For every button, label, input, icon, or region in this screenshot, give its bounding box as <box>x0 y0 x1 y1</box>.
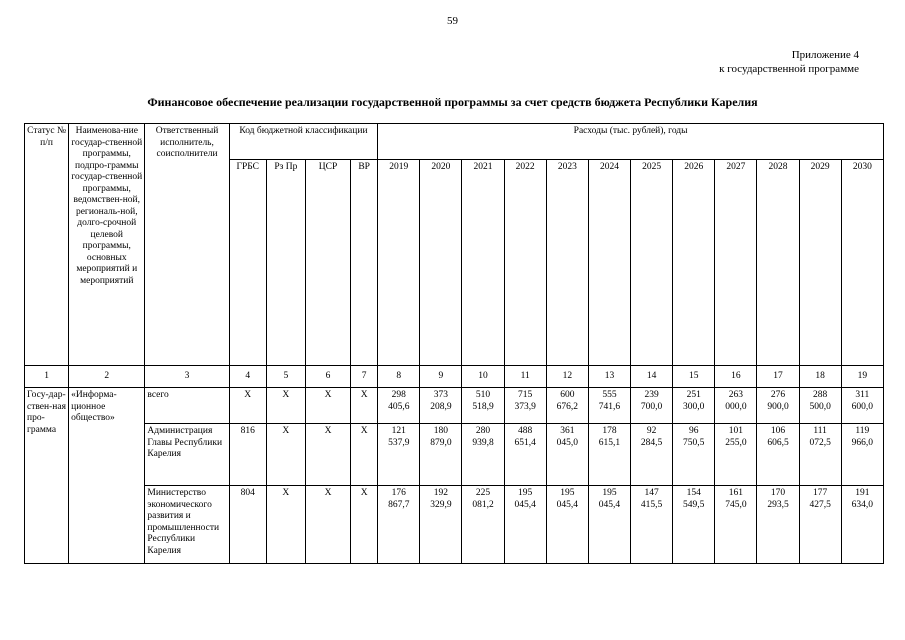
expense-value-remainder: 879,0 <box>430 437 452 448</box>
expense-value <box>546 388 588 424</box>
expense-value <box>588 424 630 486</box>
expense-value-thousands: 510 <box>475 390 491 400</box>
expense-value <box>715 486 757 564</box>
expense-value-thousands: 106 <box>770 426 786 436</box>
expense-value-thousands: 288 <box>813 390 828 400</box>
header-year: 2019 <box>378 160 420 366</box>
expense-value <box>588 388 630 424</box>
column-number: 19 <box>841 366 883 388</box>
expense-value <box>673 388 715 424</box>
executor-cell: Министерство экономического развития и промышленности Республики Карелия <box>145 486 229 564</box>
column-number: 18 <box>799 366 841 388</box>
header-year: 2027 <box>715 160 757 366</box>
expense-value <box>462 424 504 486</box>
expense-value-remainder: 427,5 <box>809 499 831 510</box>
vr-cell: X <box>351 388 378 424</box>
executor-cell: Администрация Главы Республики Карелия <box>145 424 229 486</box>
expense-value <box>799 486 841 564</box>
expense-value-remainder: 045,4 <box>598 499 621 510</box>
expense-value-remainder: 651,4 <box>514 437 536 448</box>
column-number: 7 <box>351 366 378 388</box>
expense-value-remainder: 415,5 <box>640 499 663 510</box>
expense-value-remainder: 939,8 <box>472 437 494 448</box>
header-vr: ВР <box>351 160 378 366</box>
header-csr: ЦСР <box>305 160 350 366</box>
expense-value-thousands: 192 <box>433 488 449 498</box>
header-executor: Ответственный исполнитель, соисполнители <box>145 124 229 366</box>
expense-value-remainder: 741,6 <box>598 401 621 412</box>
column-number: 6 <box>305 366 350 388</box>
expense-value-remainder: 045,4 <box>556 499 578 510</box>
header-program-name: Наименова-ние государ-ственной программы, подпро-граммы государ-ственной программы, ведомствен-ной, региональ-ной, долго-срочной целевой программы, основных мероприятий и мероприятий <box>69 124 145 366</box>
header-year: 2030 <box>841 160 883 366</box>
header-year: 2023 <box>546 160 588 366</box>
expense-value <box>841 388 883 424</box>
expense-value <box>588 486 630 564</box>
header-expenses: Расходы (тыс. рублей), годы <box>378 124 884 160</box>
expense-value-thousands: 111 <box>813 426 827 436</box>
table-row <box>25 486 884 564</box>
expense-value-thousands: 161 <box>728 488 743 498</box>
expense-value <box>420 388 462 424</box>
grbs-cell: 816 <box>229 424 266 486</box>
column-number: 16 <box>715 366 757 388</box>
column-number: 11 <box>504 366 546 388</box>
appendix-line-1: Приложение 4 <box>791 49 859 61</box>
expense-value <box>673 424 715 486</box>
header-year: 2028 <box>757 160 799 366</box>
column-number: 5 <box>266 366 305 388</box>
expense-value <box>631 388 673 424</box>
expense-value-thousands: 96 <box>688 426 699 436</box>
expense-value-thousands: 361 <box>560 426 575 436</box>
header-year: 2029 <box>799 160 841 366</box>
header-rzpr: Рз Пр <box>266 160 305 366</box>
page-number: 59 <box>447 15 458 27</box>
column-number: 12 <box>546 366 588 388</box>
vr-cell: X <box>351 486 378 564</box>
expense-value <box>504 388 546 424</box>
expense-value-thousands: 154 <box>686 488 701 498</box>
csr-cell: X <box>305 424 350 486</box>
expense-value-remainder: 900,0 <box>767 401 789 412</box>
expense-value <box>841 424 883 486</box>
expense-value <box>546 424 588 486</box>
grbs-cell: X <box>229 388 266 424</box>
expense-value <box>378 486 420 564</box>
expense-value-remainder: 549,5 <box>683 499 705 510</box>
column-number: 14 <box>631 366 673 388</box>
expense-value <box>378 424 420 486</box>
expense-value-remainder: 676,2 <box>556 401 578 412</box>
expense-value-remainder: 615,1 <box>598 437 621 448</box>
expense-value-thousands: 195 <box>518 488 533 498</box>
expense-value <box>420 486 462 564</box>
expense-value <box>462 388 504 424</box>
expense-value <box>546 486 588 564</box>
expense-value-thousands: 488 <box>518 426 533 436</box>
header-year: 2021 <box>462 160 504 366</box>
expense-value-thousands: 239 <box>644 390 659 400</box>
column-number: 13 <box>588 366 630 388</box>
expense-value-thousands: 119 <box>855 426 870 436</box>
expense-value-remainder: 300,0 <box>683 401 705 412</box>
expense-value <box>757 424 799 486</box>
expense-value <box>631 424 673 486</box>
expense-value-thousands: 191 <box>855 488 870 498</box>
expense-value-remainder: 634,0 <box>851 499 874 510</box>
expense-value-thousands: 225 <box>475 488 491 498</box>
expense-value <box>841 486 883 564</box>
program-name: «Информа-ционное общество» <box>69 388 145 564</box>
expense-value <box>757 486 799 564</box>
expense-value-thousands: 176 <box>391 488 406 498</box>
expense-value-thousands: 180 <box>433 426 449 436</box>
expense-value-thousands: 555 <box>602 390 617 400</box>
expense-value <box>715 424 757 486</box>
expense-value <box>631 486 673 564</box>
expense-value <box>715 388 757 424</box>
column-number: 9 <box>420 366 462 388</box>
expense-value-remainder: 500,0 <box>809 401 831 412</box>
table-row <box>25 424 884 486</box>
expense-value-remainder: 405,6 <box>388 401 410 412</box>
expense-value-remainder: 750,5 <box>683 437 705 448</box>
expense-value-thousands: 276 <box>770 390 786 400</box>
header-year: 2024 <box>588 160 630 366</box>
column-number-row <box>25 366 884 388</box>
document-title: Финансовое обеспечение реализации государственной программы за счет средств бюджета Республики Карелия <box>147 95 758 109</box>
column-number: 8 <box>378 366 420 388</box>
expense-value-thousands: 121 <box>391 426 406 436</box>
vr-cell: X <box>351 424 378 486</box>
column-number: 15 <box>673 366 715 388</box>
expense-value-thousands: 298 <box>391 390 406 400</box>
executor-cell: всего <box>145 388 229 424</box>
expense-value-thousands: 170 <box>770 488 786 498</box>
csr-cell: X <box>305 486 350 564</box>
expense-value-thousands: 195 <box>560 488 575 498</box>
header-status: Статус № п/п <box>25 124 69 366</box>
expense-value-thousands: 263 <box>728 390 743 400</box>
header-budget-code: Код бюджетной классификации <box>229 124 378 160</box>
expense-value-thousands: 715 <box>518 390 533 400</box>
expense-value-remainder: 284,5 <box>640 437 663 448</box>
expense-value-remainder: 081,2 <box>472 499 494 510</box>
expense-value-remainder: 329,9 <box>430 499 452 510</box>
expense-value-thousands: 101 <box>728 426 743 436</box>
rzpr-cell: X <box>266 388 305 424</box>
expense-value <box>462 486 504 564</box>
rzpr-cell: X <box>266 486 305 564</box>
column-number: 4 <box>229 366 266 388</box>
expense-value-remainder: 867,7 <box>388 499 410 510</box>
appendix-note <box>719 48 859 76</box>
header-grbs: ГРБС <box>229 160 266 366</box>
expense-value <box>420 424 462 486</box>
expense-value-remainder: 045,0 <box>556 437 578 448</box>
expense-value-remainder: 072,5 <box>809 437 831 448</box>
table-body <box>25 388 884 564</box>
expense-value <box>504 424 546 486</box>
program-status: Госу-дар-ствен-ная про-грамма <box>25 388 69 564</box>
expense-value-thousands: 251 <box>686 390 701 400</box>
expense-value-thousands: 373 <box>433 390 449 400</box>
header-year: 2022 <box>504 160 546 366</box>
expense-value-remainder: 293,5 <box>767 499 789 510</box>
expense-value-remainder: 606,5 <box>767 437 789 448</box>
expense-value-remainder: 255,0 <box>725 437 747 448</box>
expense-value <box>673 486 715 564</box>
expense-value-thousands: 92 <box>646 426 657 436</box>
expense-value-remainder: 600,0 <box>851 401 874 412</box>
expense-value <box>799 388 841 424</box>
column-number: 2 <box>69 366 145 388</box>
expense-value-thousands: 177 <box>813 488 828 498</box>
expense-value-remainder: 208,9 <box>430 401 452 412</box>
rzpr-cell: X <box>266 424 305 486</box>
expense-value-thousands: 600 <box>560 390 575 400</box>
expense-value-remainder: 537,9 <box>388 437 410 448</box>
column-number: 1 <box>25 366 69 388</box>
expense-value <box>504 486 546 564</box>
column-number: 10 <box>462 366 504 388</box>
expense-value-thousands: 178 <box>602 426 617 436</box>
expense-value-remainder: 518,9 <box>472 401 494 412</box>
table-row <box>25 388 884 424</box>
expense-value-remainder: 745,0 <box>725 499 747 510</box>
header-year: 2025 <box>631 160 673 366</box>
expense-value-thousands: 280 <box>475 426 491 436</box>
header-year: 2026 <box>673 160 715 366</box>
appendix-line-2: к государственной программе <box>719 63 859 75</box>
financing-table <box>24 123 884 564</box>
column-number: 3 <box>145 366 229 388</box>
expense-value-remainder: 700,0 <box>640 401 663 412</box>
expense-value-thousands: 195 <box>602 488 617 498</box>
expense-value <box>378 388 420 424</box>
expense-value <box>799 424 841 486</box>
expense-value-remainder: 000,0 <box>725 401 747 412</box>
expense-value-thousands: 147 <box>644 488 659 498</box>
csr-cell: X <box>305 388 350 424</box>
header-year: 2020 <box>420 160 462 366</box>
expense-value-thousands: 311 <box>855 390 870 400</box>
expense-value-remainder: 966,0 <box>851 437 874 448</box>
grbs-cell: 804 <box>229 486 266 564</box>
expense-value-remainder: 373,9 <box>514 401 536 412</box>
expense-value-remainder: 045,4 <box>514 499 536 510</box>
column-number: 17 <box>757 366 799 388</box>
expense-value <box>757 388 799 424</box>
